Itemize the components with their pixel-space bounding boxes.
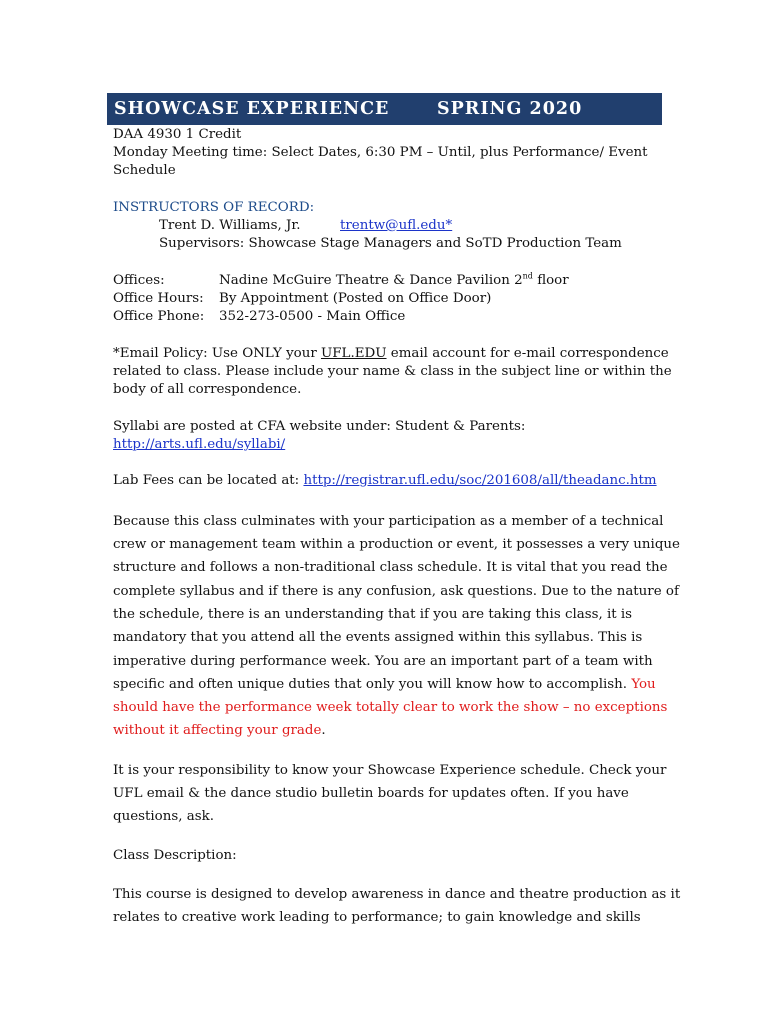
paragraph2-line-1: It is your responsibility to know your Showcase Experience schedule. Check your	[113, 763, 667, 778]
paragraph1-line-5: the schedule, there is an understanding that if you are taking this class, it is	[113, 607, 633, 622]
paragraph1-warning-end: without it affecting your grade	[113, 723, 322, 738]
course-code: DAA 4930 1 Credit	[113, 127, 242, 142]
email-policy-text-end: email account for e-mail correspondence	[386, 346, 669, 361]
lab-fees-line	[113, 472, 657, 490]
paragraph1-warning-line-2: should have the performance week totally clear to work the show – no exceptions	[113, 700, 668, 715]
lab-fees-link[interactable]: http://registrar.ufl.edu/soc/201608/all/theadanc.htm	[303, 473, 657, 488]
offices-value-text: Nadine McGuire Theatre & Dance Pavilion 2	[219, 273, 523, 288]
class-description-line-2: relates to creative work leading to performance; to gain knowledge and skills	[113, 910, 641, 925]
paragraph1-line-10	[113, 719, 326, 742]
paragraph1-line-7: imperative during performance week. You are an important part of a team with	[113, 654, 653, 669]
paragraph1-line-8	[113, 673, 656, 696]
class-description-heading: Class Description:	[113, 848, 237, 863]
paragraph1-line-2: crew or management team within a production or event, it possesses a very unique	[113, 537, 680, 552]
meeting-time-line-2: Schedule	[113, 163, 176, 178]
syllabi-link[interactable]: http://arts.ufl.edu/syllabi/	[113, 437, 286, 452]
offices-value	[219, 272, 569, 290]
syllabi-link-wrap	[113, 436, 285, 454]
email-policy-line-1	[113, 345, 669, 363]
office-hours-value: By Appointment (Posted on Office Door)	[219, 291, 492, 306]
offices-value-suffix: floor	[532, 273, 569, 288]
offices-value-sup: nd	[522, 271, 533, 281]
paragraph1-line-6: mandatory that you attend all the events assigned within this syllabus. This is	[113, 630, 643, 645]
email-policy-line-2: related to class. Please include your name & class in the subject line or within the	[113, 364, 672, 379]
syllabi-line: Syllabi are posted at CFA website under: Student & Parents:	[113, 419, 526, 434]
instructors-heading: INSTRUCTORS OF RECORD:	[113, 200, 315, 215]
class-description-line-1: This course is designed to develop awareness in dance and theatre production as it	[113, 887, 681, 902]
paragraph1-line-8-text: specific and often unique duties that only you will know how to accomplish.	[113, 677, 632, 692]
paragraph1-warning-start: You	[631, 677, 656, 692]
instructor-name: Trent D. Williams, Jr.	[159, 218, 301, 233]
paragraph2-line-3: questions, ask.	[113, 809, 214, 824]
offices-label: Offices:	[113, 273, 165, 288]
office-phone-value: 352-273-0500 - Main Office	[219, 309, 406, 324]
paragraph1-line-3: structure and follows a non-traditional class schedule. It is vital that you read the	[113, 560, 668, 575]
ufl-edu-link[interactable]: UFL.EDU	[320, 346, 387, 361]
term: SPRING 2020	[437, 99, 583, 119]
lab-fees-label: Lab Fees can be located at:	[113, 473, 304, 488]
email-policy-text: *Email Policy: Use ONLY your	[113, 346, 321, 361]
supervisors: Supervisors: Showcase Stage Managers and SoTD Production Team	[159, 236, 622, 251]
instructor-email-wrap	[340, 217, 452, 235]
paragraph1-period: .	[321, 723, 326, 738]
meeting-time-line-1: Monday Meeting time: Select Dates, 6:30 PM – Until, plus Performance/ Event	[113, 145, 648, 160]
email-policy-line-3: body of all correspondence.	[113, 382, 302, 397]
paragraph2-line-2: UFL email & the dance studio bulletin boards for updates often. If you have	[113, 786, 629, 801]
instructor-email-link[interactable]: trentw@ufl.edu*	[340, 218, 453, 233]
paragraph1-line-4: complete syllabus and if there is any confusion, ask questions. Due to the nature of	[113, 584, 679, 599]
office-hours-label: Office Hours:	[113, 291, 204, 306]
office-phone-label: Office Phone:	[113, 309, 205, 324]
paragraph1-line-1: Because this class culminates with your participation as a member of a technical	[113, 514, 664, 529]
course-title: SHOWCASE EXPERIENCE	[114, 99, 390, 119]
title-banner	[107, 93, 662, 125]
